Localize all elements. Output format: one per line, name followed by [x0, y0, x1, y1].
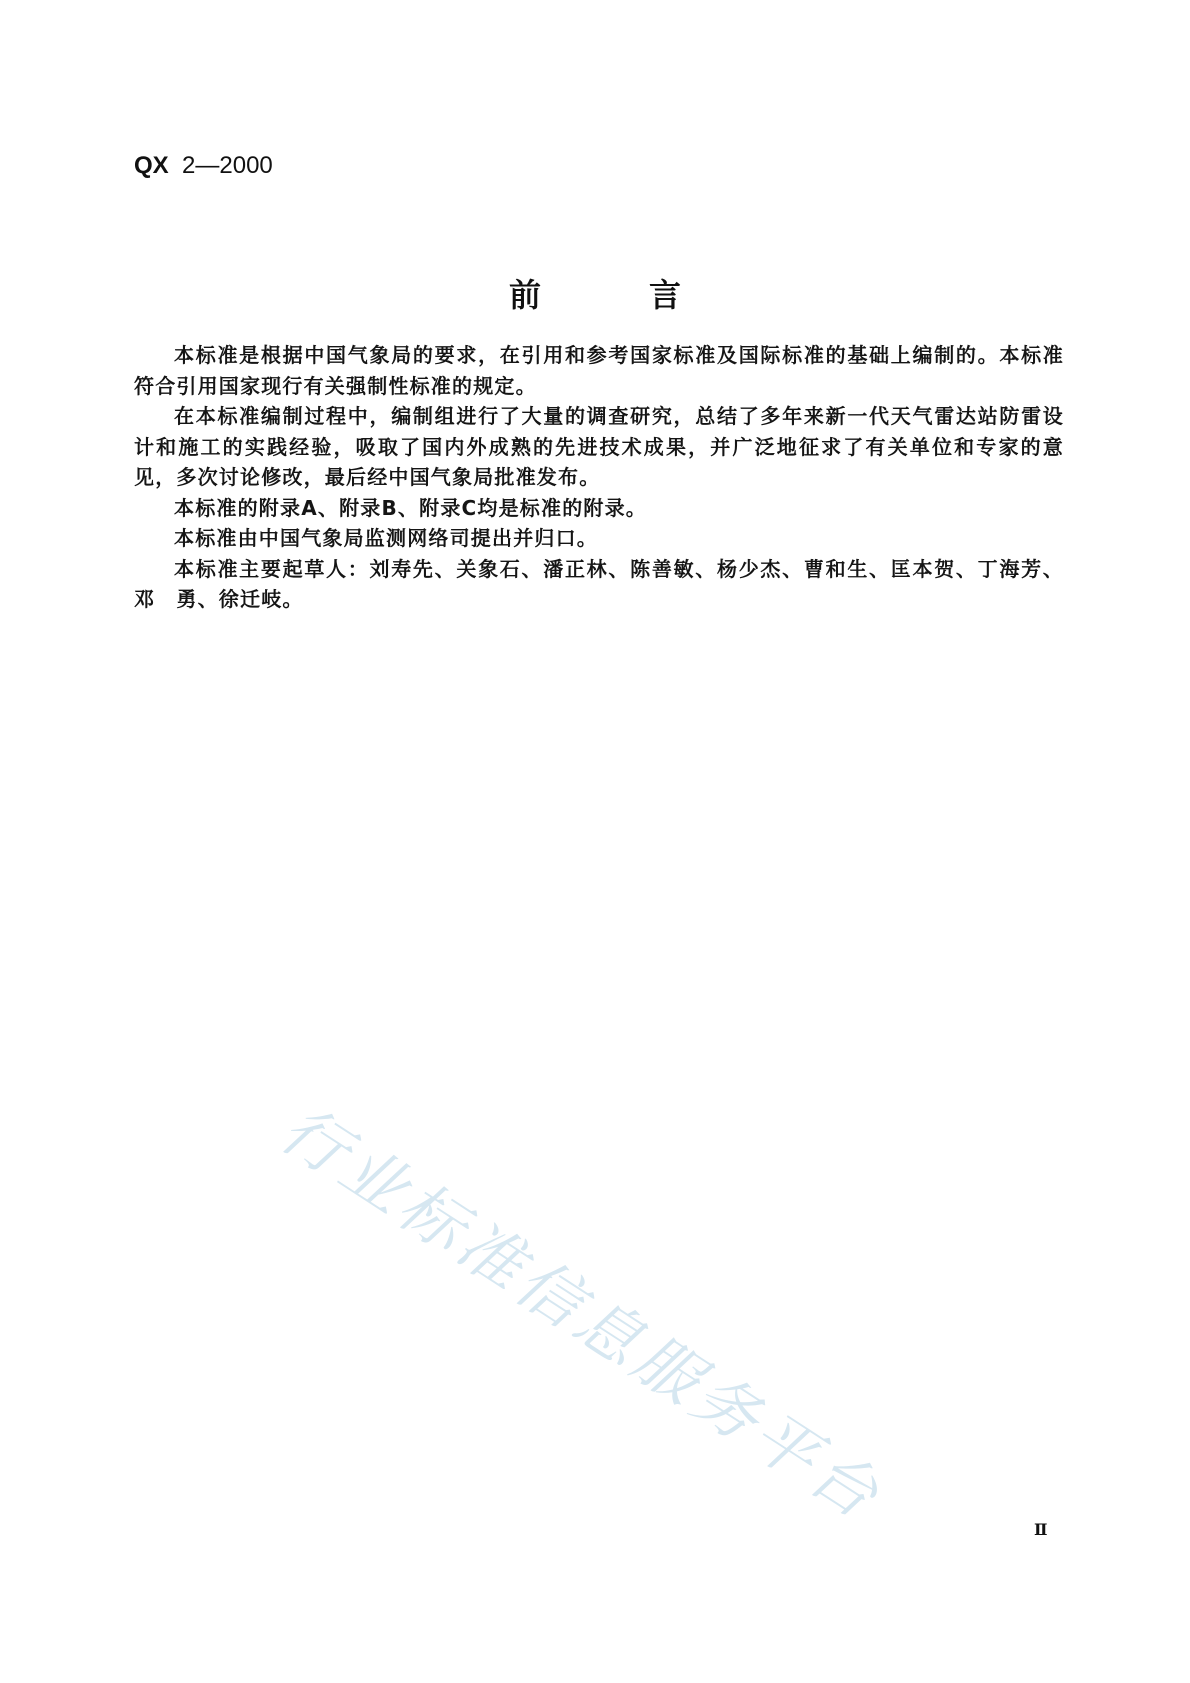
- foreword-paragraph-3: 本标准的附录A、附录B、附录C均是标准的附录。: [174, 495, 647, 520]
- title-char-1: 前: [508, 276, 541, 314]
- title-char-2: 言: [649, 276, 682, 314]
- page-title: [0, 270, 1190, 316]
- foreword-paragraph-4: 本标准由中国气象局监测网络司提出并归口。: [174, 526, 598, 550]
- watermark-text: 行业标准信息服务平台: [267, 1092, 895, 1536]
- foreword-paragraph-5: 本标准主要起草人：刘寿先、关象石、潘正林、陈善敏、杨少杰、曹和生、匡本贺、丁海芳、邓 勇、徐迁岐。: [134, 556, 1064, 611]
- standard-code: [134, 152, 273, 180]
- foreword-paragraph-2: 在本标准编制过程中，编制组进行了大量的调查研究，总结了多年来新一代天气雷达站防雷设计和施工的实践经验，吸取了国内外成熟的先进技术成果，并广泛地征求了有关单位和专家的意见，多次讨论修改，最后经中国气象局批准发布。: [134, 404, 1064, 489]
- standard-code-number: 2—2000: [182, 152, 273, 179]
- page-number: Ⅱ: [1034, 1520, 1048, 1539]
- foreword-paragraph-1: 本标准是根据中国气象局的要求，在引用和参考国家标准及国际标准的基础上编制的。本标准符合引用国家现行有关强制性标准的规定。: [134, 343, 1064, 398]
- standard-code-prefix: QX: [134, 152, 169, 179]
- foreword-body: [134, 340, 1064, 615]
